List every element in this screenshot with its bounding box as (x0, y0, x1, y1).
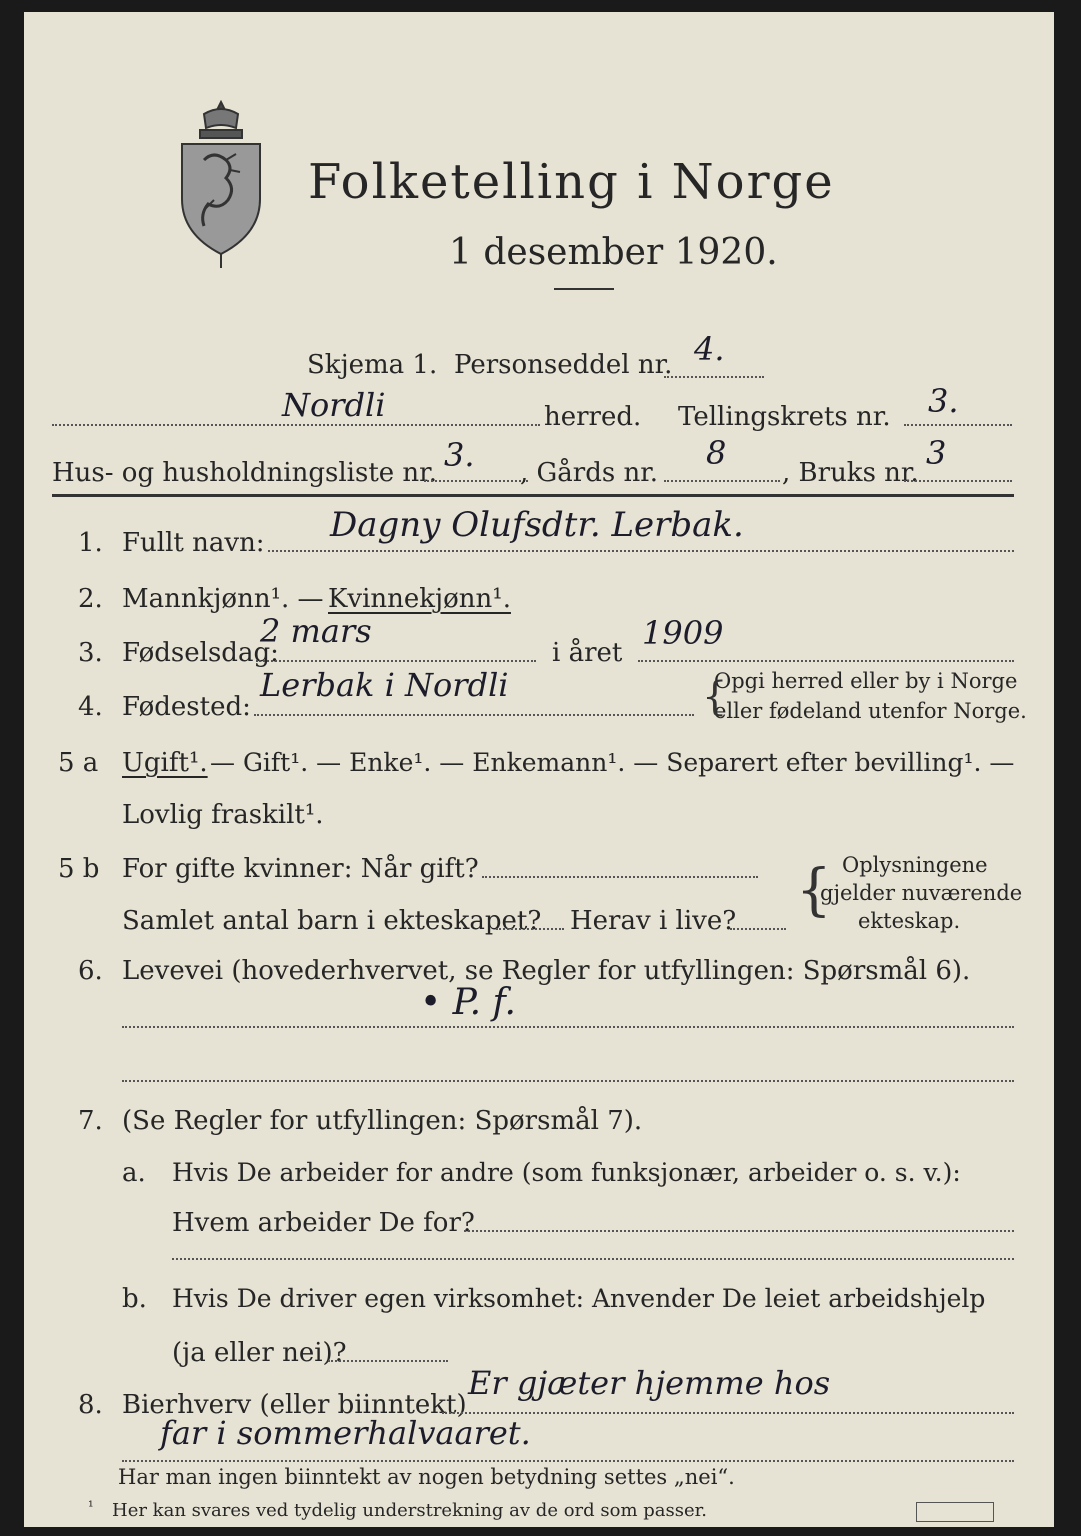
ugift-underlined[interactable]: Ugift¹. (122, 748, 208, 778)
q6-number: 6. (78, 956, 103, 986)
secondary-income-value-line1[interactable]: Er gjæter hjemme hos (468, 1364, 831, 1402)
title-divider (554, 288, 614, 290)
q7b-question: (ja eller nei)? (172, 1338, 347, 1368)
marital-options: — Gift¹. — Enke¹. — Enkemann¹. — Separert efter bevilling¹. — (210, 748, 1015, 777)
q3-label: Fødselsdag: (122, 638, 279, 668)
q1-number: 1. (78, 528, 103, 558)
gender-male[interactable]: Mannkjønn¹. — (122, 584, 324, 614)
skjema-label: Skjema 1. (307, 350, 438, 380)
full-name-value[interactable]: Dagny Olufsdtr. Lerbak. (330, 505, 744, 545)
herred-label: herred. (544, 402, 642, 432)
marital-option-fraskilt: Lovlig fraskilt¹. (122, 800, 324, 830)
husliste-label: Hus- og husholdningsliste nr. (52, 458, 438, 488)
q4-note-line2: eller fødeland utenfor Norge. (714, 699, 1027, 723)
q5b-note-line2: gjelder nuværende (820, 881, 1023, 905)
gender-female-underlined[interactable]: Kvinnekjønn¹. (328, 584, 511, 614)
q8-label: Bierhverv (eller biinntekt) (122, 1390, 467, 1420)
q4-number: 4. (78, 692, 103, 722)
gards-label: , Gårds nr. (520, 458, 659, 488)
year-label: i året (552, 638, 623, 668)
footnote-mark: ¹ (88, 1499, 94, 1515)
personseddel-value[interactable]: 4. (694, 330, 725, 368)
header-divider (52, 494, 1014, 497)
q4-note-line1: Opgi herred eller by i Norge (714, 669, 1018, 693)
coat-of-arms-icon (174, 100, 269, 270)
q5b-note-brace: { (796, 858, 832, 923)
husliste-value[interactable]: 3. (444, 436, 475, 474)
birthplace-value[interactable]: Lerbak i Nordli (260, 666, 509, 704)
q7a-question: Hvem arbeider De for? (172, 1208, 475, 1238)
q5a-number: 5 a (58, 748, 99, 778)
q7b-text: Hvis De driver egen virksomhet: Anvender De leiet arbeidshjelp (172, 1284, 986, 1313)
tellingskrets-value[interactable]: 3. (928, 382, 959, 420)
bruks-value[interactable]: 3 (926, 434, 947, 472)
q7a-number: a. (122, 1158, 146, 1188)
q4-note-brace: { (702, 674, 728, 720)
q7b-number: b. (122, 1284, 147, 1314)
q6-label: Levevei (hovederhvervet, se Regler for utfyllingen: Spørsmål 6). (122, 956, 971, 986)
tellingskrets-label: Tellingskrets nr. (678, 402, 891, 432)
q7-number: 7. (78, 1106, 103, 1136)
form-title: Folketelling i Norge (308, 154, 835, 210)
q5b-note-line1: Oplysningene (842, 853, 988, 877)
q7-label: (Se Regler for utfyllingen: Spørsmål 7). (122, 1106, 643, 1136)
footnote-text: Her kan svares ved tydelig understrekning av de ord som passer. (112, 1500, 707, 1521)
q5b-children-total: Samlet antal barn i ekteskapet? (122, 906, 542, 936)
q4-label: Fødested: (122, 692, 251, 722)
q8-number: 8. (78, 1390, 103, 1420)
printer-stamp (916, 1502, 994, 1522)
occupation-value[interactable]: • P. f. (420, 982, 516, 1023)
gards-value[interactable]: 8 (706, 434, 727, 472)
q5b-number: 5 b (58, 854, 100, 884)
q3-number: 3. (78, 638, 103, 668)
census-date: 1 desember 1920. (449, 232, 778, 273)
q5b-when-married: For gifte kvinner: Når gift? (122, 854, 479, 884)
birth-year-value[interactable]: 1909 (642, 614, 724, 652)
bruks-label: , Bruks nr. (782, 458, 919, 488)
income-note: Har man ingen biinntekt av nogen betydning settes „nei“. (118, 1465, 735, 1489)
q2-number: 2. (78, 584, 103, 614)
q5b-note-line3: ekteskap. (858, 909, 961, 933)
personseddel-label: Personseddel nr. (454, 350, 673, 380)
herred-value[interactable]: Nordli (282, 386, 386, 424)
birthday-value[interactable]: 2 mars (260, 612, 372, 650)
census-form-page (24, 12, 1054, 1527)
q7a-text: Hvis De arbeider for andre (som funksjonær, arbeider o. s. v.): (172, 1158, 961, 1187)
q5b-children-alive: Herav i live? (570, 906, 737, 936)
secondary-income-value-line2[interactable]: far i sommerhalvaaret. (160, 1414, 531, 1452)
q1-label: Fullt navn: (122, 528, 265, 558)
